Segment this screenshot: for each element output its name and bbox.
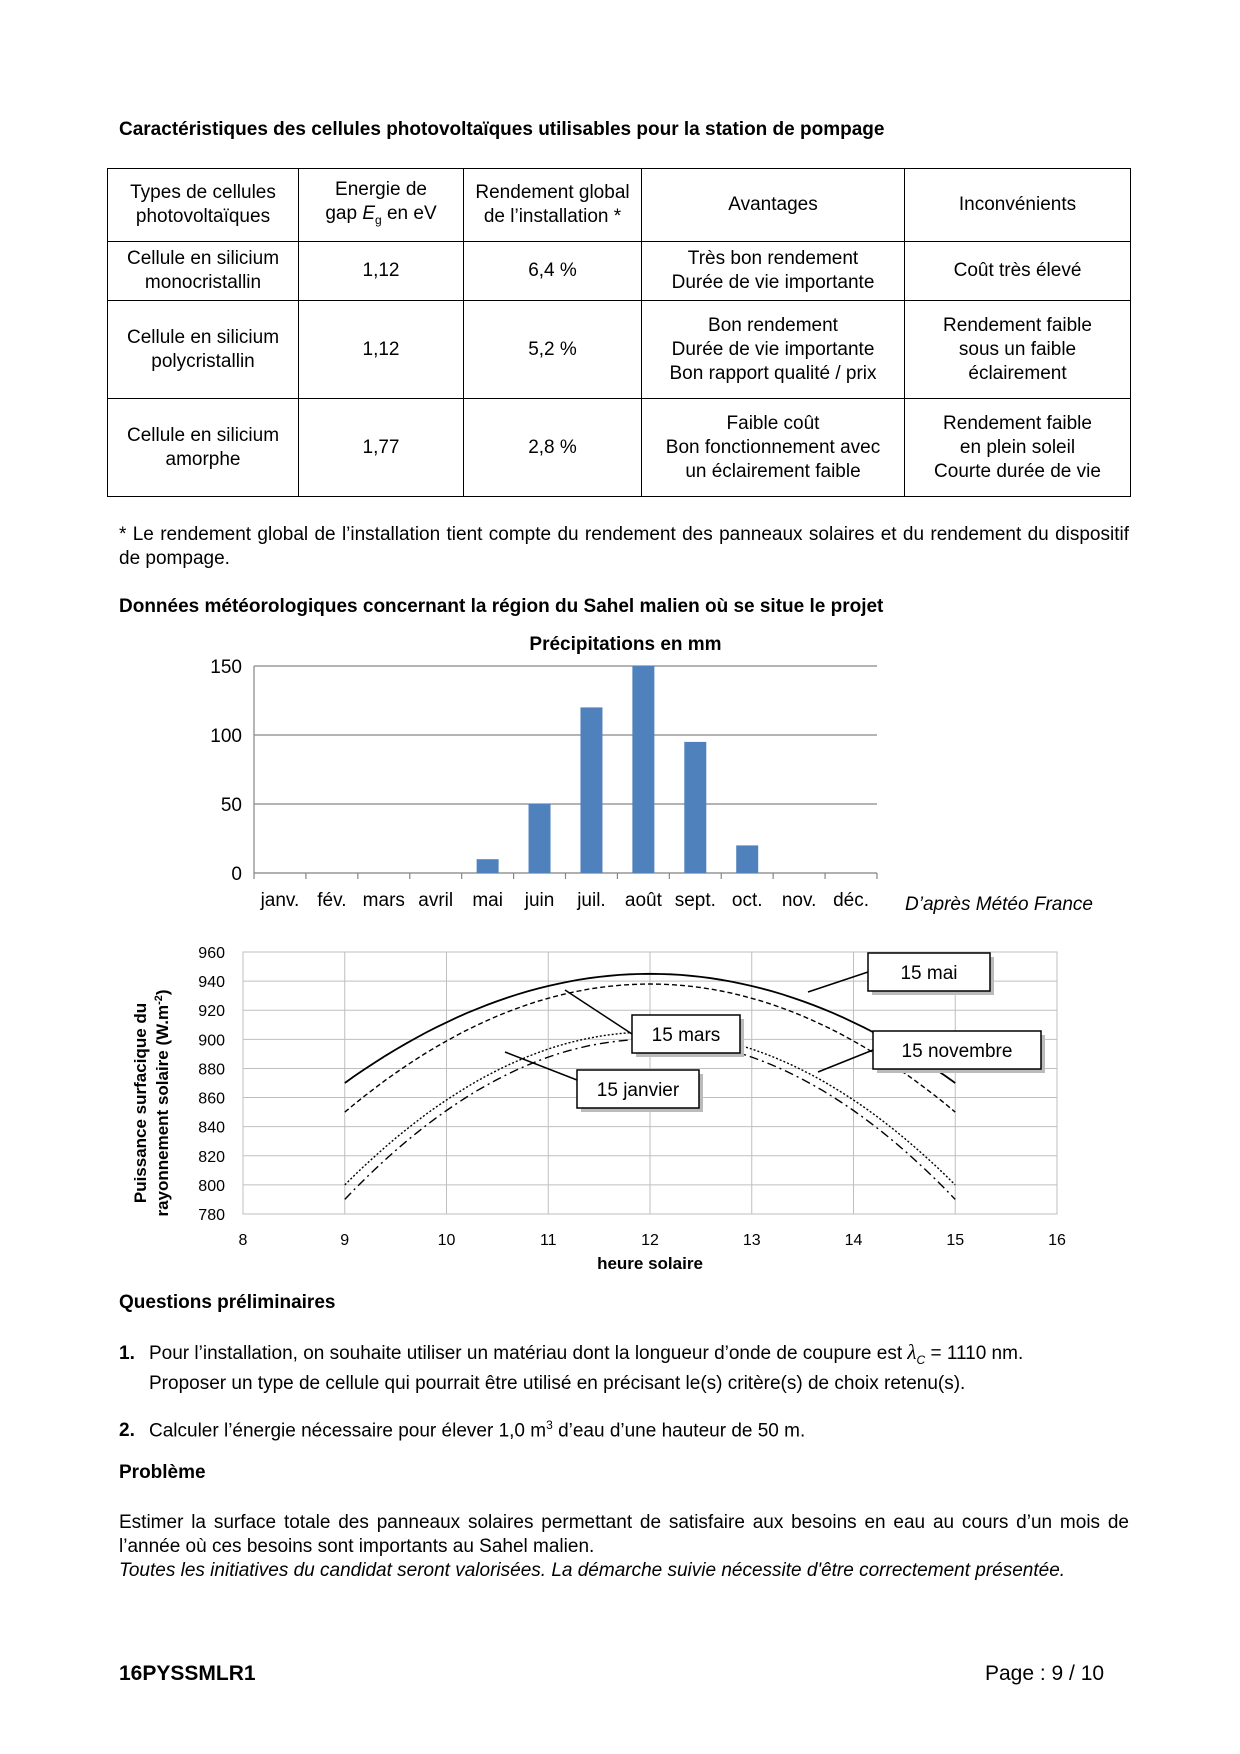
- question-1: 1. Pour l’installation, on souhaite utiliser un matériau dont la longueur d’onde de coupure est $\lambda_C = 1110$ nm. Proposer un type de cellule qui pourrait être utilisé en précisant le(s) critère(s) de choix retenu(s).: [119, 1340, 1024, 1394]
- series-label: 15 novembre: [901, 1041, 1013, 1062]
- bar-août: [632, 666, 654, 873]
- problem-title: Problème: [119, 1462, 206, 1483]
- table-row: [108, 242, 1131, 301]
- cell-gap: 1,12: [299, 242, 464, 301]
- x-tick-label: 16: [1048, 1232, 1066, 1249]
- solar-power-line-chart: [0, 930, 1240, 1275]
- callout-pointer: [565, 990, 632, 1034]
- x-tick-label: juin: [524, 890, 555, 911]
- x-tick-label: fév.: [317, 890, 347, 911]
- x-tick-label: 11: [539, 1232, 557, 1249]
- header-rendement: Rendement global de l’installation *: [464, 169, 642, 242]
- x-tick-label: 8: [238, 1232, 248, 1249]
- bar-mai: [477, 859, 499, 873]
- y-tick-label: 900: [198, 1032, 225, 1050]
- table-row: [108, 399, 1131, 497]
- y-tick-label: 0: [231, 864, 242, 885]
- x-tick-label: avril: [418, 890, 454, 911]
- bar-juin: [529, 804, 551, 873]
- y-tick-label: 860: [198, 1090, 225, 1108]
- x-tick-label: oct.: [731, 890, 763, 911]
- x-tick-label: déc.: [833, 890, 870, 911]
- y-axis-label-line2: rayonnement solaire $(W.m^{-2})$: [153, 989, 172, 1217]
- series-label: 15 mai: [900, 963, 958, 984]
- y-tick-label: 940: [198, 974, 225, 992]
- x-tick-label: août: [624, 890, 662, 911]
- x-tick-label: janv.: [260, 890, 300, 911]
- bar-juil.: [580, 707, 602, 873]
- callout-pointer: [808, 972, 868, 992]
- y-tick-label: 840: [198, 1119, 225, 1137]
- cell-rendement: 2,8 %: [464, 399, 642, 497]
- x-tick-label: mars: [362, 890, 405, 911]
- x-axis-label: heure solaire: [597, 1254, 703, 1273]
- bar-sept.: [684, 742, 706, 873]
- cell-inconvenients: Coût très élevé: [905, 242, 1131, 301]
- y-axis-label-line1: Puissance surfacique du: [131, 1002, 150, 1204]
- cell-rendement: 5,2 %: [464, 301, 642, 399]
- y-tick-label: 50: [220, 795, 242, 816]
- cell-gap: 1,12: [299, 301, 464, 399]
- series-label: 15 janvier: [596, 1080, 680, 1101]
- cell-type: Cellule en silicium monocristallin: [108, 242, 299, 301]
- cell-gap: 1,77: [299, 399, 464, 497]
- table-header-row: [108, 169, 1131, 242]
- x-tick-label: 10: [437, 1232, 456, 1249]
- x-tick-label: mai: [472, 890, 503, 911]
- y-tick-label: 960: [198, 945, 225, 962]
- chart-title: Précipitations en mm: [529, 634, 722, 655]
- x-tick-label: 9: [340, 1232, 350, 1249]
- page-number: Page : 9 / 10: [985, 1662, 1105, 1685]
- y-tick-label: 820: [198, 1148, 225, 1166]
- cell-inconvenients: Rendement faible en plein soleil Courte durée de vie: [905, 399, 1131, 497]
- questions-title: Questions préliminaires: [119, 1292, 336, 1313]
- cell-inconvenients: Rendement faible sous un faible éclairement: [905, 301, 1131, 399]
- header-gap: Energie de gap $E_g$ en eV: [299, 169, 464, 242]
- section-title-cells: Caractéristiques des cellules photovoltaïques utilisables pour la station de pompage: [119, 119, 885, 140]
- x-tick-label: 14: [844, 1232, 863, 1249]
- cell-avantages: Bon rendement Durée de vie importante Bon rapport qualité / prix: [642, 301, 905, 399]
- precipitation-bar-chart: [0, 620, 1240, 920]
- source-note: D’après Météo France: [905, 894, 1093, 915]
- series-label: 15 mars: [651, 1025, 721, 1046]
- bar-oct.: [736, 845, 758, 873]
- header-avantages: Avantages: [642, 169, 905, 242]
- cell-avantages: Très bon rendement Durée de vie importante: [642, 242, 905, 301]
- cell-rendement: 6,4 %: [464, 242, 642, 301]
- x-tick-label: nov.: [781, 890, 817, 911]
- header-inconvenients: Inconvénients: [905, 169, 1131, 242]
- x-tick-label: 12: [641, 1232, 659, 1249]
- problem-instructions: Toutes les initiatives du candidat seront valorisées. La démarche suivie nécessite d'être correctement présentée.: [119, 1560, 1066, 1581]
- cells-table: [107, 168, 1131, 497]
- problem-text: Estimer la surface totale des panneaux solaires permettant de satisfaire aux besoins en eau au cours d’un mois de l’année où ces besoins sont importants au Sahel malien.: [119, 1512, 1129, 1557]
- x-tick-label: 13: [742, 1232, 761, 1249]
- x-tick-label: juil.: [577, 890, 606, 911]
- document-code: 16PYSSMLR1: [119, 1662, 256, 1685]
- y-tick-label: 150: [210, 657, 242, 678]
- footnote: * Le rendement global de l’installation tient compte du rendement des panneaux solaires et du rendement du dispositif de pompage.: [119, 524, 1129, 569]
- y-tick-label: 780: [198, 1207, 225, 1224]
- y-tick-label: 100: [210, 726, 242, 747]
- cell-avantages: Faible coût Bon fonctionnement avec un éclairement faible: [642, 399, 905, 497]
- x-tick-label: sept.: [674, 890, 716, 911]
- cell-type: Cellule en silicium polycristallin: [108, 301, 299, 399]
- cell-type: Cellule en silicium amorphe: [108, 399, 299, 497]
- callout-pointer: [505, 1052, 577, 1080]
- y-tick-label: 880: [198, 1061, 225, 1079]
- question-2: 2. Calculer l’énergie nécessaire pour élever 1,0 $m^3$ d’eau d’une hauteur de 50 m.: [119, 1418, 806, 1442]
- y-tick-label: 800: [198, 1177, 225, 1195]
- table-row: [108, 301, 1131, 399]
- section-title-meteo: Données météorologiques concernant la région du Sahel malien où se situe le projet: [119, 596, 884, 617]
- y-tick-label: 920: [198, 1003, 225, 1021]
- header-type: Types de cellules photovoltaïques: [108, 169, 299, 242]
- x-tick-label: 15: [946, 1232, 965, 1249]
